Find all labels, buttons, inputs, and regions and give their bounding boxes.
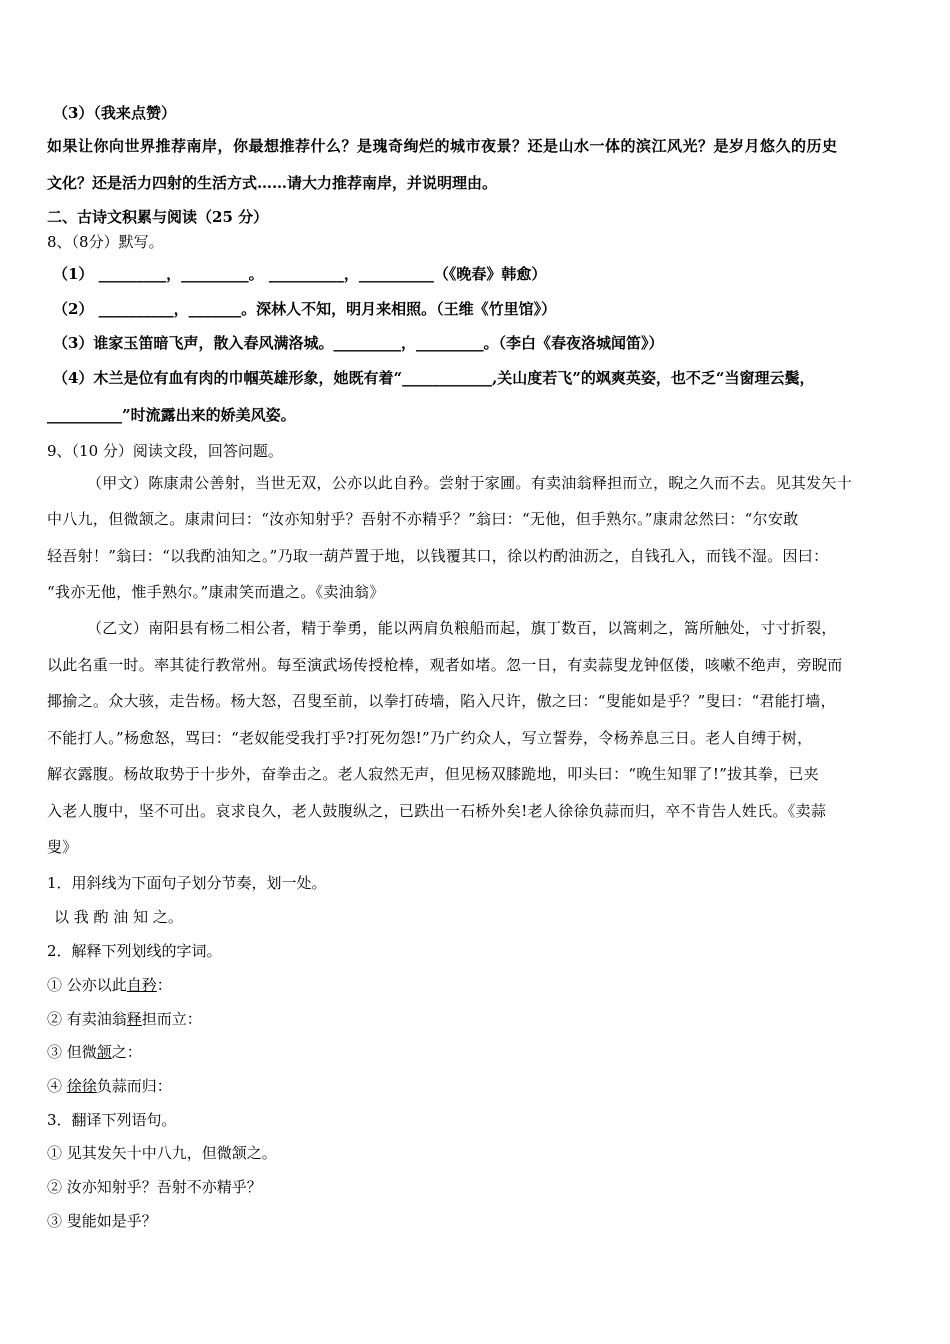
q8-item-3: （3）谁家玉笛暗飞声，散入春风满洛城。_________，_________。（李白《春夜洛城闻笛》） — [53, 334, 664, 352]
sub3-item-3: ③ 叟能如是乎？ — [47, 1212, 157, 1230]
sub2-item-4-underlined: 徐徐 — [66, 1077, 97, 1095]
q9-header: 9、（10 分）阅读文段，回答问题。 — [47, 442, 283, 460]
sub3-item-2: ② 汝亦知射乎？吾射不亦精乎？ — [47, 1178, 262, 1196]
sub2-item-1-underlined: 自矜 — [126, 976, 157, 994]
sub2-title: 2．解释下列划线的字词。 — [47, 942, 222, 960]
yi-line-6: 入老人腹中，坚不可出。哀求良久，老人鼓腹纵之，已跌出一石桥外矣!老人徐徐负蒜而归，卒不肯告人姓氏。《卖蒜 — [47, 802, 827, 820]
q8-header — [47, 232, 164, 252]
sub2-item-3-prefix: ③ 但微 — [47, 1043, 97, 1061]
sub2-item-4-prefix: ④ — [47, 1077, 67, 1095]
sub2-item-3 — [47, 1042, 142, 1062]
section2-heading: 二、古诗文积累与阅读（25 分） — [47, 208, 269, 226]
yi-line-5: 解衣露腹。杨故取势于十步外，奋拳击之。老人寂然无声，但见杨双膝跪地，叩头曰：“晚生知罪了!”拔其拳，已夹 — [47, 765, 819, 783]
sub2-item-4-suffix: 负蒜而归： — [96, 1077, 172, 1095]
sub2-item-2-suffix: 担而立： — [141, 1010, 202, 1028]
jia-line-2: 中八九，但微颔之。康肃问曰：“汝亦知射乎？吾射不亦精乎？”翁曰：“无他，但手熟尔。”康肃忿然曰：“尔安敢 — [47, 510, 799, 528]
jia-line-1: （甲文）陈康肃公善射，当世无双，公亦以此自矜。尝射于家圃。有卖油翁释担而立，睨之久而不去。见其发矢十 — [87, 474, 853, 492]
q8-item-2: （2） __________，_______。深林人不知，明月来相照。（王维《竹里馆》） — [53, 300, 557, 318]
yi-line-3: 揶揄之。众大骇，走告杨。杨大怒，召叟至前，以拳打砖墙，陷入尺许，傲之曰：“叟能如是乎？”叟曰：“君能打墙， — [47, 692, 836, 710]
q8-item-1: （1） _________，_________。 __________，__________（《晚春》韩愈） — [53, 265, 547, 283]
q7-3-text-line2: 文化？还是活力四射的生活方式……请大力推荐南岸，并说明理由。 — [47, 174, 498, 192]
q8-header-text: 8、（8分）默写。 — [47, 233, 164, 251]
sub3-item-1: ① 见其发矢十中八九，但微颔之。 — [47, 1144, 277, 1162]
sub3-title: 3．翻译下列语句。 — [47, 1111, 177, 1129]
yi-line-4: 不能打人。”杨愈怒，骂曰：“老奴能受我打乎?打死勿怨!”乃广约众人，写立誓券，令杨养息三日。老人自缚于树， — [47, 729, 813, 747]
q8-item-4: （4）木兰是位有血有肉的巾帼英雄形象，她既有着“____________,关山度若飞”的飒爽英姿，也不乏“当窗理云鬓， — [53, 369, 815, 387]
q7-3-text-line1: 如果让你向世界推荐南岸，你最想推荐什么？是瑰奇绚烂的城市夜景？还是山水一体的滨江风光？是岁月悠久的历史 — [47, 137, 838, 155]
sub2-item-3-suffix: 之： — [111, 1043, 142, 1061]
sub2-item-1-prefix: ① 公亦以此 — [47, 976, 127, 994]
sub2-item-2-underlined: 释 — [126, 1010, 142, 1028]
sub1-sentence: 以 我 酌 油 知 之。 — [54, 908, 183, 926]
yi-line-7: 叟》 — [47, 838, 78, 856]
yi-line-1: （乙文）南阳县有杨二相公者，精于拳勇，能以两肩负粮船而起，旗丁数百，以篙刺之，篙所触处，寸寸折裂， — [87, 619, 837, 637]
sub2-item-2-prefix: ② 有卖油翁 — [47, 1010, 127, 1028]
yi-line-2: 以此名重一时。率其徒行教常州。每至演武场传授枪棒，观者如堵。忽一日，有卖蒜叟龙钟伛偻，咳嗽不绝声，旁睨而 — [47, 656, 843, 674]
jia-line-3: 轻吾射！”翁曰：“以我酌油知之。”乃取一葫芦置于地，以钱覆其口，徐以杓酌油沥之，自钱孔入，而钱不湿。因曰： — [47, 547, 829, 565]
sub2-item-3-underlined: 颔 — [96, 1043, 112, 1061]
sub2-item-1 — [47, 975, 172, 995]
jia-line-4: “我亦无他，惟手熟尔。”康肃笑而遣之。《卖油翁》 — [47, 583, 385, 601]
sub2-item-2 — [47, 1009, 202, 1029]
sub2-item-4 — [47, 1076, 172, 1096]
q8-item-4-cont: __________”时流露出来的娇美风姿。 — [47, 406, 296, 424]
sub2-item-1-suffix: ： — [156, 976, 172, 994]
sub1-title: 1．用斜线为下面句子划分节奏，划一处。 — [47, 874, 327, 892]
q7-3-title: （3）（我来点赞） — [53, 104, 176, 122]
